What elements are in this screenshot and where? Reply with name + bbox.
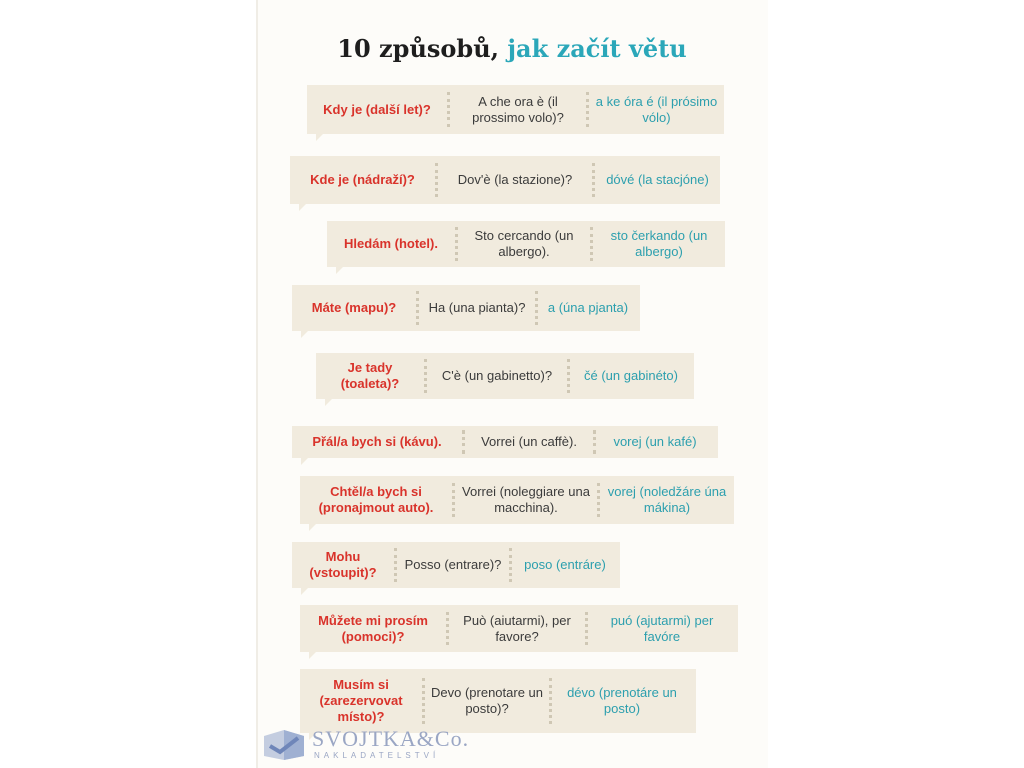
pronunciation: sto čerkando (un albergo) [610, 228, 708, 259]
pronunciation: dévo (prenotáre un posto) [567, 685, 677, 716]
publisher-subtitle: NAKLADATELSTVÍ [314, 751, 440, 760]
phrase-card-9 [300, 605, 738, 652]
italian-phrase: Può (aiutarmi), per favore? [463, 612, 571, 644]
pronunciation: a ke óra é (il prósimo vólo) [595, 93, 718, 125]
phrase-card-7 [300, 476, 734, 524]
pronunciation: dóvé (la stacjóne) [606, 172, 709, 187]
title-main: 10 způsobů, [337, 34, 508, 63]
phrase-card-4 [292, 285, 640, 331]
title-accent: jak začít větu [507, 34, 687, 63]
pronunciation: poso (entráre) [524, 557, 606, 572]
book-icon [262, 726, 306, 760]
pronunciation: puó (ajutarmi) per favóre [610, 612, 714, 644]
pronunciation: čé (un gabinéto) [584, 368, 678, 383]
publisher-name: SVOJTKA&Co. [312, 726, 470, 751]
italian-phrase: Vorrei (noleggiare una macchina). [462, 484, 590, 515]
czech-phrase: Kde je (nádraží)? [310, 172, 415, 187]
czech-phrase: Přál/a bych si (kávu). [312, 434, 442, 449]
pronunciation: vorej (noledžáre úna mákina) [607, 484, 727, 515]
czech-phrase: Je tady (toaleta)? [340, 360, 400, 391]
page-title [0, 34, 1024, 63]
italian-phrase: A che ora è (il prossimo volo)? [472, 93, 564, 125]
phrase-card-8 [292, 542, 620, 588]
czech-phrase: Kdy je (další let)? [323, 101, 431, 117]
phrase-card-6 [292, 426, 718, 458]
pronunciation: vorej (un kafé) [613, 434, 697, 449]
italian-phrase: Sto cercando (un albergo). [474, 228, 574, 259]
italian-phrase: Vorrei (un caffè). [481, 434, 577, 449]
italian-phrase: Ha (una pianta)? [428, 300, 526, 315]
phrase-card-5 [316, 353, 694, 399]
czech-phrase: Mohu (vstoupit)? [309, 549, 377, 580]
czech-phrase: Hledám (hotel). [344, 236, 438, 251]
page-edge [256, 0, 258, 768]
czech-phrase: Máte (mapu)? [311, 300, 397, 315]
czech-phrase: Chtěl/a bych si (pronajmout auto). [318, 484, 434, 515]
italian-phrase: C'è (un gabinetto)? [441, 368, 553, 383]
czech-phrase: Můžete mi prosím (pomoci)? [318, 612, 428, 644]
phrase-card-1 [307, 85, 724, 134]
phrase-card-2 [290, 156, 720, 204]
italian-phrase: Devo (prenotare un posto)? [430, 685, 543, 716]
italian-phrase: Dov'è (la stazione)? [457, 172, 573, 187]
italian-phrase: Posso (entrare)? [404, 557, 502, 572]
phrase-card-3 [327, 221, 725, 267]
czech-phrase: Musím si (zarezervovat místo)? [319, 677, 403, 724]
pronunciation: a (úna pjanta) [547, 300, 629, 315]
publisher-logo [262, 722, 470, 764]
